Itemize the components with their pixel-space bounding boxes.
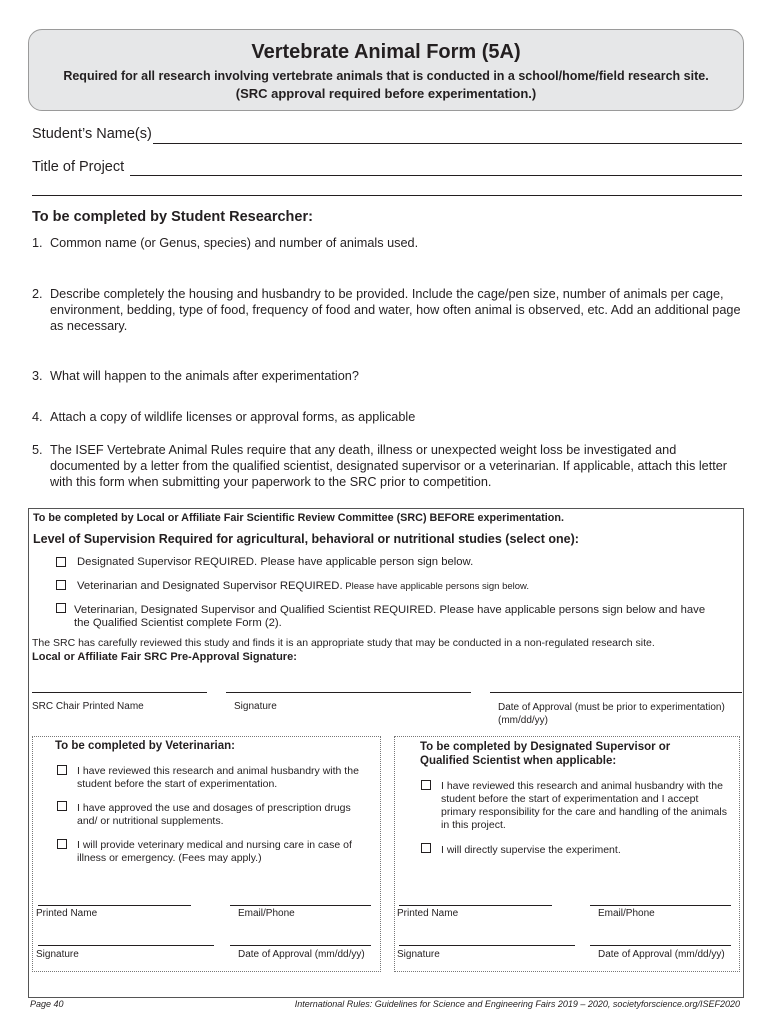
src-signature-label: Signature	[234, 701, 277, 712]
student-item-2: 2. Describe completely the housing and husbandry to be provided. Include the cage/pen size, number of animals per cage, environment, bedding, type of food, frequency of food and water, how often animal is observed, etc. Add an additional page as necessary.	[32, 287, 741, 333]
src-chair-name-field[interactable]	[32, 692, 207, 693]
option-supervisor-label: Designated Supervisor REQUIRED. Please have applicable person sign below.	[77, 556, 474, 568]
project-title-field-line2[interactable]	[32, 195, 742, 196]
student-section-heading: To be completed by Student Researcher:	[32, 209, 313, 225]
student-item-4: 4. Attach a copy of wildlife licenses or approval forms, as applicable	[32, 410, 416, 424]
src-statement: The SRC has carefully reviewed this study and finds it is an appropriate study that may be conducted in a non-regulated research site.	[32, 637, 655, 649]
vet-date-label: Date of Approval (mm/dd/yy)	[238, 949, 365, 960]
sup-supervise-label: I will directly supervise the experiment.	[441, 844, 621, 856]
sup-signature-field[interactable]	[399, 945, 575, 946]
src-heading: To be completed by Local or Affiliate Fair Scientific Review Committee (SRC) BEFORE experimentation.	[33, 512, 564, 524]
sup-signature-label: Signature	[397, 949, 440, 960]
sup-supervise-checkbox[interactable]	[421, 843, 431, 853]
form-subtitle: Required for all research involving vertebrate animals that is conducted in a school/home/field research site.	[63, 69, 709, 83]
footer-source: International Rules: Guidelines for Science and Engineering Fairs 2019 – 2020, societyforscience.org/ISEF2020	[294, 999, 740, 1009]
page-number: Page 40	[30, 999, 64, 1009]
vet-reviewed-checkbox[interactable]	[57, 765, 67, 775]
project-title-label: Title of Project	[32, 159, 125, 175]
option-vet-supervisor-scientist-checkbox[interactable]	[56, 603, 66, 613]
sup-email-label: Email/Phone	[598, 908, 655, 919]
vet-heading: To be completed by Veterinarian:	[55, 740, 235, 752]
option-vet-supervisor-scientist-label: Veterinarian, Designated Supervisor and Qualified Scientist REQUIRED. Please have applicable persons sign below and have the Qualified Scientist complete Form (2).	[74, 604, 706, 629]
student-item-1: 1. Common name (or Genus, species) and number of animals used.	[32, 236, 419, 250]
vet-email-field[interactable]	[230, 905, 371, 906]
vet-email-label: Email/Phone	[238, 908, 295, 919]
vet-printed-name-label: Printed Name	[36, 908, 98, 919]
option-vet-supervisor-label: Veterinarian and Designated Supervisor REQUIRED. Please have applicable persons sign below.	[77, 580, 530, 592]
vet-signature-field[interactable]	[38, 945, 214, 946]
src-date-label: Date of Approval (must be prior to experimentation) (mm/dd/yy)	[498, 702, 725, 726]
sup-heading: To be completed by Designated Supervisor or Qualified Scientist when applicable:	[420, 741, 671, 767]
sup-email-field[interactable]	[590, 905, 731, 906]
vet-signature-label: Signature	[36, 949, 79, 960]
vet-drugs-label: I have approved the use and dosages of prescription drugs and/ or nutritional supplements.	[77, 802, 351, 827]
form-note: (SRC approval required before experimentation.)	[235, 86, 537, 101]
vet-date-field[interactable]	[230, 945, 371, 946]
src-date-field[interactable]	[490, 692, 742, 693]
vet-printed-name-field[interactable]	[38, 905, 191, 906]
form-header	[28, 29, 744, 111]
sup-printed-name-field[interactable]	[399, 905, 552, 906]
src-signature-field[interactable]	[226, 692, 471, 693]
student-item-5: 5. The ISEF Vertebrate Animal Rules require that any death, illness or unexpected weight loss be investigated and documented by a letter from the qualified scientist, designated supervisor or a veterinarian. If applicable, attach this letter with this form when submitting your paperwork to the SRC prior to competition.	[32, 443, 728, 489]
students-name-label: Student’s Name(s)	[32, 126, 152, 142]
sup-reviewed-label: I have reviewed this research and animal husbandry with the student before the start of experimentation and I accept primary responsibility for the care and handling of the animals in this project.	[441, 780, 727, 831]
form-title: Vertebrate Animal Form (5A)	[251, 41, 521, 63]
option-vet-supervisor-checkbox[interactable]	[56, 580, 66, 590]
sup-reviewed-checkbox[interactable]	[421, 780, 431, 790]
students-name-field[interactable]	[153, 143, 742, 144]
sup-date-label: Date of Approval (mm/dd/yy)	[598, 949, 725, 960]
vet-drugs-checkbox[interactable]	[57, 801, 67, 811]
student-item-3: 3. What will happen to the animals after experimentation?	[32, 369, 359, 383]
option-supervisor-checkbox[interactable]	[56, 557, 66, 567]
sup-date-field[interactable]	[590, 945, 731, 946]
sup-printed-name-label: Printed Name	[397, 908, 459, 919]
vet-care-checkbox[interactable]	[57, 839, 67, 849]
supervision-level-heading: Level of Supervision Required for agricultural, behavioral or nutritional studies (select one):	[33, 532, 579, 546]
vet-care-label: I will provide veterinary medical and nursing care in case of illness or emergency. (Fees may apply.)	[77, 839, 352, 864]
src-chair-name-label: SRC Chair Printed Name	[32, 701, 144, 712]
preapproval-label: Local or Affiliate Fair SRC Pre-Approval Signature:	[32, 651, 297, 663]
vet-reviewed-label: I have reviewed this research and animal husbandry with the student before the start of experimentation.	[77, 765, 359, 790]
project-title-field[interactable]	[130, 175, 742, 176]
